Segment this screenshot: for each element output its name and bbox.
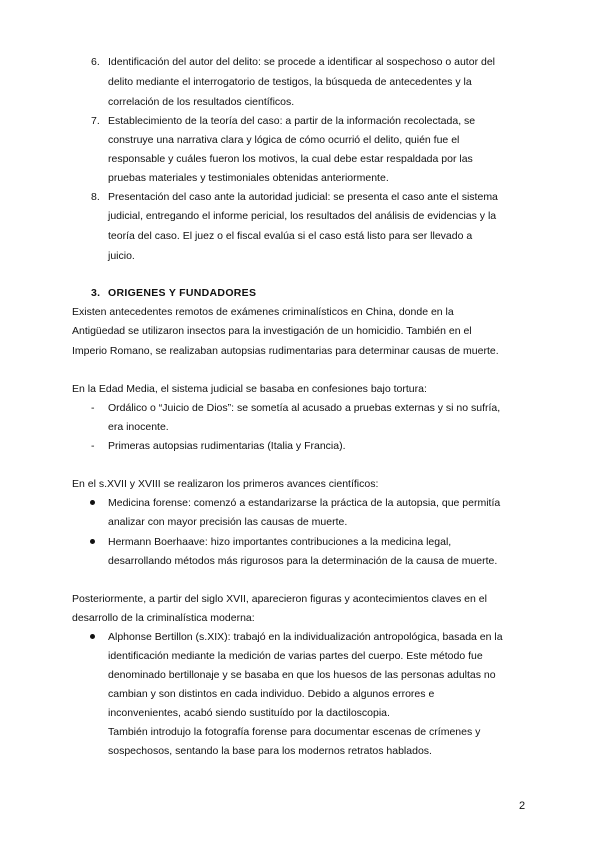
item-line: Presentación del caso ante la autoridad judicial: se presenta el caso ante el sistema xyxy=(108,191,498,203)
list-marker: - xyxy=(91,440,95,452)
paragraph: En el s.XVII y XVIII se realizaron los primeros avances científicos: xyxy=(72,478,379,490)
item-line: correlación de los resultados científicos. xyxy=(108,96,295,108)
item-line: juicio. xyxy=(108,250,135,262)
item-number: 7. xyxy=(91,115,100,127)
list-item-line: Ordálico o “Juicio de Dios”: se sometía al acusado a pruebas externas y si no sufría, xyxy=(108,402,501,414)
bullet-marker xyxy=(90,500,95,505)
paragraph: En la Edad Media, el sistema judicial se basaba en confesiones bajo tortura: xyxy=(72,383,427,395)
item-number: 8. xyxy=(91,191,100,203)
item-line: construye una narrativa clara y lógica de cómo ocurrió el delito, quién fue el xyxy=(108,134,460,146)
bullet-marker xyxy=(90,634,95,639)
list-item-line: Medicina forense: comenzó a estandarizarse la práctica de la autopsia, que permitía xyxy=(108,497,501,509)
paragraph-line: Imperio Romano, se realizaban autopsias rudimentarias para determinar causas de muerte. xyxy=(72,345,499,357)
paragraph-line: Existen antecedentes remotos de exámenes criminalísticos en China, donde en la xyxy=(72,306,454,318)
list-marker: - xyxy=(91,402,95,414)
paragraph-line: Posteriormente, a partir del siglo XVII, aparecieron figuras y acontecimientos claves en el xyxy=(72,593,487,605)
list-item-line: desarrollando métodos más rigurosos para la determinación de la causa de muerte. xyxy=(108,555,498,567)
list-item-line: denominado bertillonaje y se basaba en que los huesos de las personas adultas no xyxy=(108,669,496,681)
list-item-line: cambian y son distintos en cada individuo. Debido a algunos errores e xyxy=(108,688,435,700)
paragraph-line: desarrollo de la criminalística moderna: xyxy=(72,612,255,624)
list-item-line: sospechosos, sentando la base para los modernos retratos hablados. xyxy=(108,745,432,757)
section-title: ORIGENES Y FUNDADORES xyxy=(108,287,257,299)
list-item-line: Hermann Boerhaave: hizo importantes contribuciones a la medicina legal, xyxy=(108,536,452,548)
list-item-line: inconvenientes, acabó siendo sustituído por la dactiloscopia. xyxy=(108,707,390,719)
list-item-line: identificación mediante la medición de varias partes del cuerpo. Este método fue xyxy=(108,650,483,662)
item-line: pruebas materiales y testimoniales obtenidas anteriormente. xyxy=(108,172,389,184)
list-item-line: era inocente. xyxy=(108,421,169,433)
list-item-line: Alphonse Bertillon (s.XIX): trabajó en la individualización antropológica, basada en la xyxy=(108,631,503,643)
section-number: 3. xyxy=(91,287,101,299)
list-item-line: También introdujo la fotografía forense para documentar escenas de crímenes y xyxy=(108,726,481,738)
list-item-line: analizar con mayor precisión las causas de muerte. xyxy=(108,516,348,528)
item-line: teoría del caso. El juez o el fiscal evalúa si el caso está listo para ser llevado a xyxy=(108,230,473,242)
page-number: 2 xyxy=(519,800,526,812)
item-line: responsable y cuáles fueron los motivos, la cual debe estar respaldada por las xyxy=(108,153,473,165)
bullet-marker xyxy=(90,539,95,544)
paragraph-line: Antigüedad se utilizaron insectos para la investigación de un homicidio. También en el xyxy=(72,325,472,337)
list-item-line: Primeras autopsias rudimentarias (Italia y Francia). xyxy=(108,440,346,452)
item-line: Establecimiento de la teoría del caso: a partir de la información recolectada, se xyxy=(108,115,476,127)
item-line: delito mediante el interrogatorio de testigos, la búsqueda de antecedentes y la xyxy=(108,76,472,88)
item-line: judicial, entregando el informe pericial, los resultados del análisis de evidencias y la xyxy=(108,210,497,222)
item-line: Identificación del autor del delito: se procede a identificar al sospechoso o autor del xyxy=(108,56,495,68)
item-number: 6. xyxy=(91,56,100,68)
